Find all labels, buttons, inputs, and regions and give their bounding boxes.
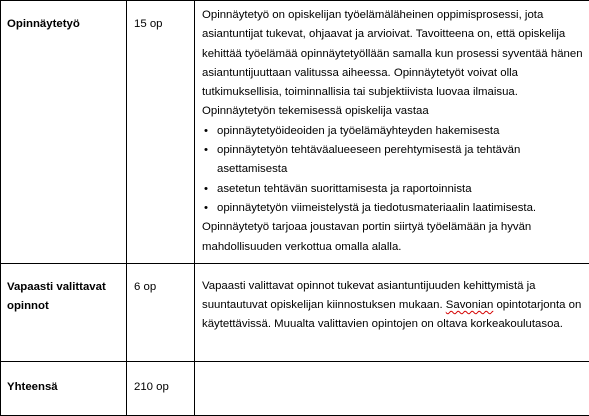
description-text [202,277,583,335]
table-row-thesis [1,1,589,264]
bullet-list [202,122,583,218]
list-item [202,122,583,141]
description-part-1: Vapaasti valittavat opinnot tukevat asiantuntijuuden kehittymistä ja suuntautuvat opiskelijan kiinnostuksen mukaan. [202,280,535,311]
bullet-icon: • [204,141,208,160]
description-outro: Opinnäytetyö tarjoaa joustavan portin siirtyä työelämään ja hyvän mahdollisuuden verkottua omalla alalla. [202,218,583,257]
bullet-icon: • [204,180,208,199]
course-name-cell[interactable]: Vapaasti valittavat opinnot [1,263,127,361]
list-item-text: opinnäytetyöideoiden ja työelämäyhteyden hakemisesta [217,125,499,137]
spellcheck-flagged-word[interactable]: Savonian [446,299,494,311]
description-cell[interactable] [195,263,589,361]
table-row-free-electives [1,263,589,361]
list-item [202,141,583,180]
total-label-cell[interactable]: Yhteensä [1,361,127,415]
list-item [202,180,583,199]
bullet-icon: • [204,199,208,218]
credits-cell[interactable]: 6 op [127,263,195,361]
empty-description-cell[interactable] [195,361,589,415]
list-item-text: opinnäytetyön viimeistelystä ja tiedotusmateriaalin laatimisesta. [217,202,536,214]
list-item-text: asetetun tehtävän suorittamisesta ja raportoinnista [217,183,472,195]
course-name-cell[interactable]: Opinnäytetyö [1,1,127,264]
description-part-2: opintotarjonta on käytettävissä. Muualta valittavien opintojen on oltava korkeakoulutasoa. [202,299,581,330]
credits-cell[interactable]: 15 op [127,1,195,264]
description-intro: Opinnäytetyö on opiskelijan työelämäläheinen oppimisprosessi, jota asiantuntijat tukevat, ohjaavat ja arvioivat. Tavoitteena on, että opiskelija kehittää työelämää opinnäytetyöllään samalla kun prosessi syventää hänen asiantuntijuuttaan valitussa aiheessa. Opinnäytetyöt voivat olla tutkimuksellisia, toiminnallisia tai subjektiivista luovaa ilmaisua. Opinnäytetyön tekemisessä opiskelija vastaa [202,6,583,122]
list-item [202,199,583,218]
table-row-total [1,361,589,415]
total-credits-cell[interactable]: 210 op [127,361,195,415]
list-item-text: opinnäytetyön tehtäväalueeseen perehtymisestä ja tehtävän asettamisesta [217,144,520,175]
description-cell[interactable] [195,1,589,264]
bullet-icon: • [204,122,208,141]
